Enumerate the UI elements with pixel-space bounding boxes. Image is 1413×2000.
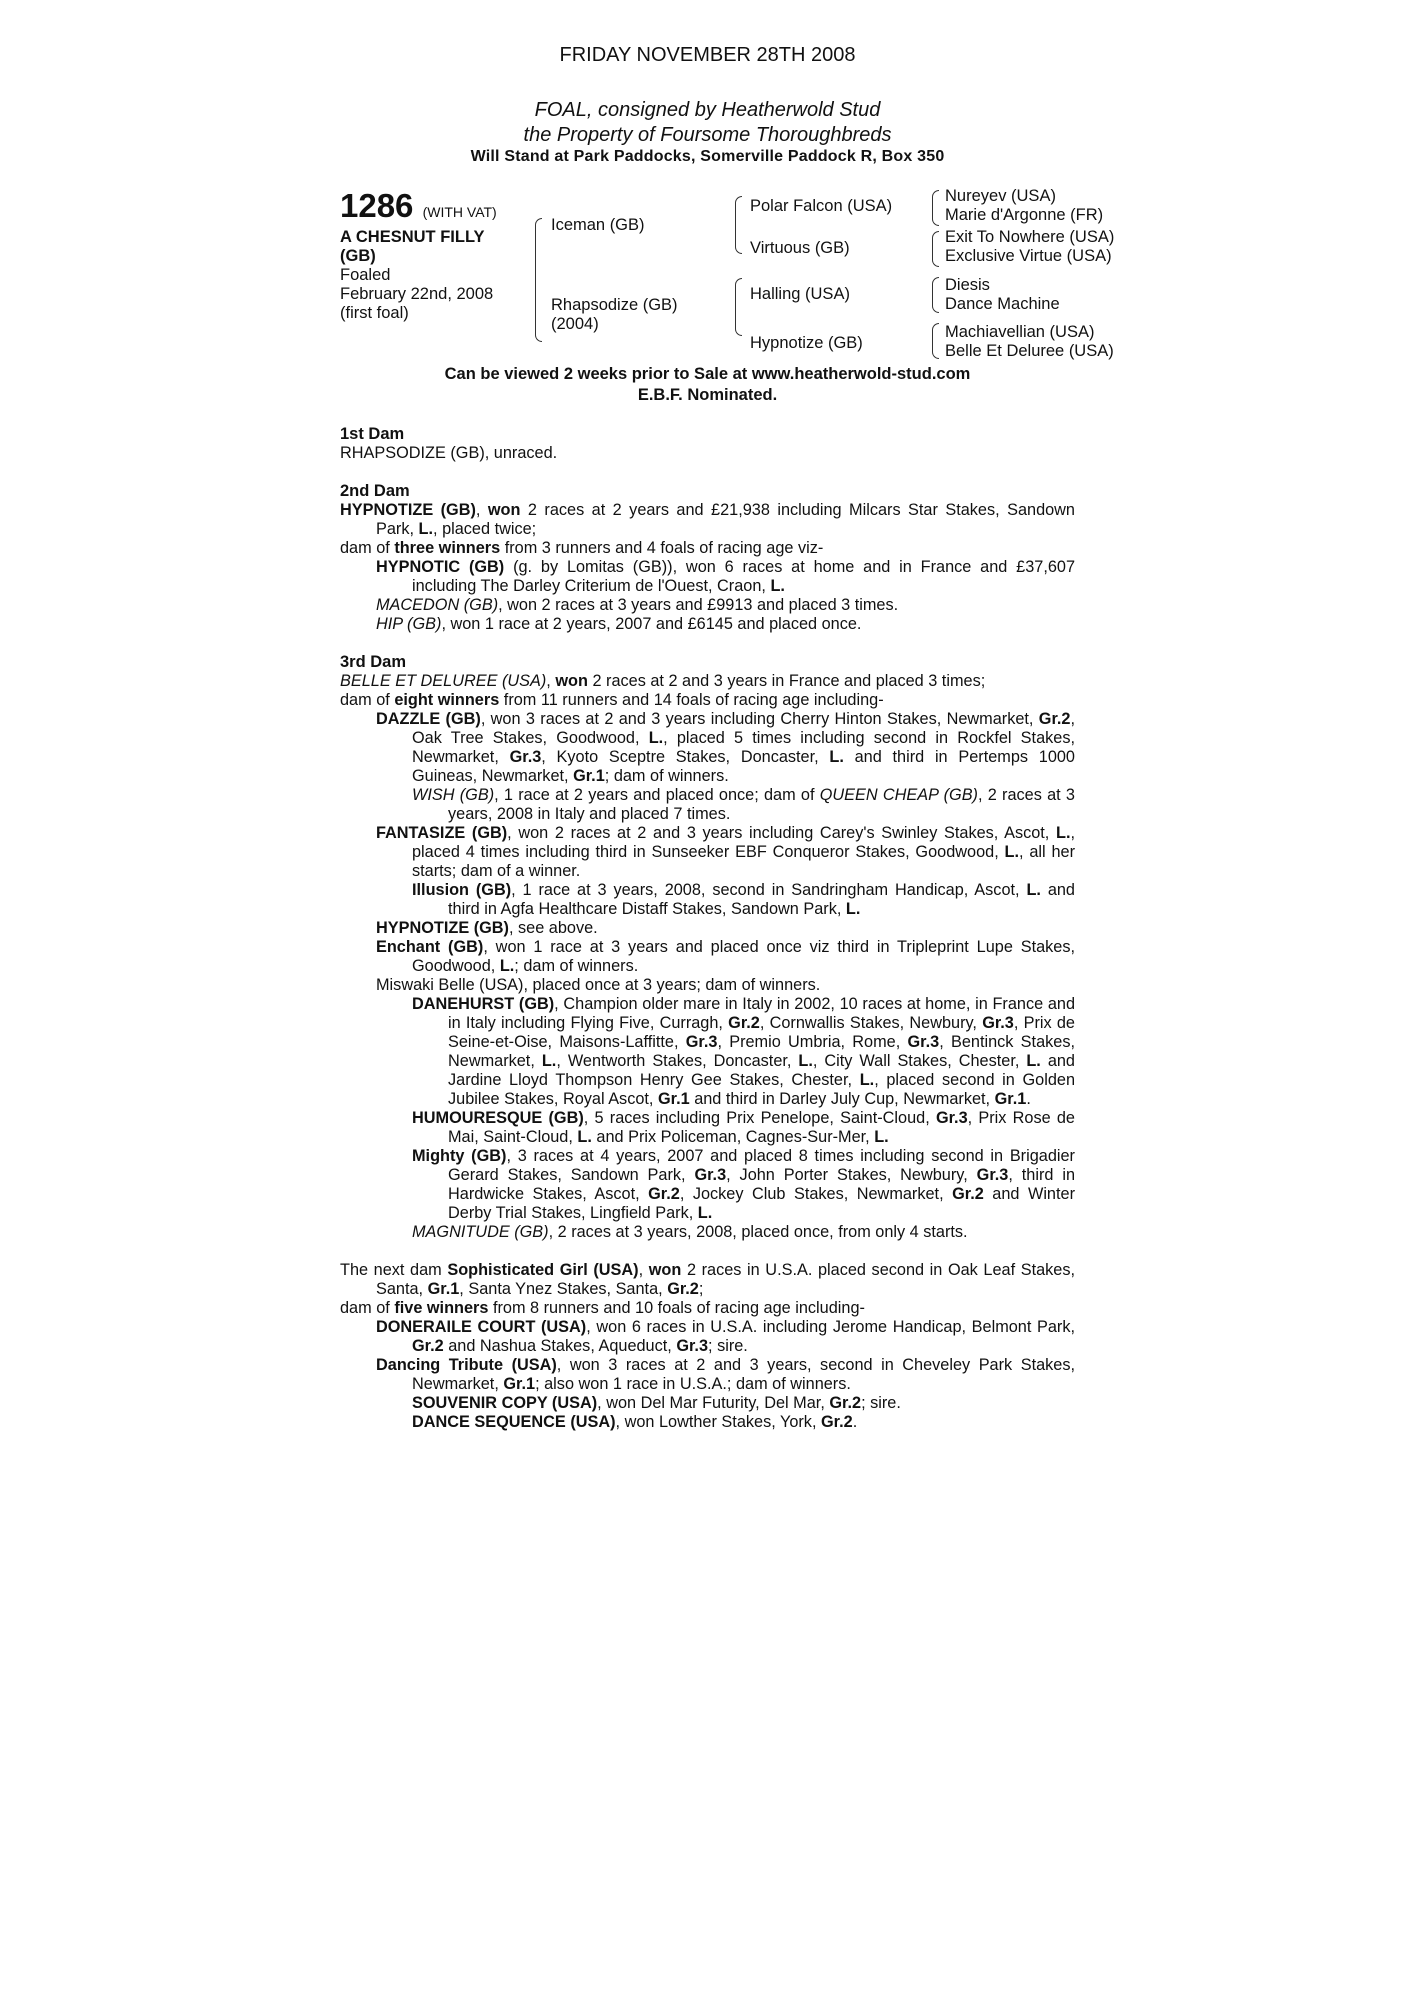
produce-hypnotic: HYPNOTIC (GB) (g. by Lomitas (GB)), won 6 races at home and in France and £37,607 including The Darley Criterium de l'Ouest, Craon, L.: [376, 558, 1076, 595]
produce-humouresque: HUMOURESQUE (GB), 5 races including Prix Penelope, Saint-Cloud, Gr.3, Prix Rose de Mai, Saint-Cloud, L. and Prix Policeman, Cagnes-Sur-Mer, L.: [412, 1109, 1075, 1146]
produce-miswaki-belle: Miswaki Belle (USA), placed once at 3 years; dam of winners.: [376, 976, 821, 994]
ped-ssd: Marie d'Argonne (FR): [945, 206, 1104, 224]
produce-souvenir-copy: SOUVENIR COPY (USA), won Del Mar Futurity, Del Mar, Gr.2; sire.: [412, 1394, 901, 1412]
produce-fantasize: FANTASIZE (GB), won 2 races at 2 and 3 years including Carey's Swinley Stakes, Ascot, L., placed 4 times including third in Sunseeker EBF Conqueror Stakes, Goodwood, L., all her starts; dam of a winner.: [376, 824, 1075, 880]
dam4-produce-summary: dam of five winners from 8 runners and 10 foals of racing age including-: [340, 1299, 865, 1317]
foaled-date: February 22nd, 2008: [340, 285, 494, 303]
produce-hypnotize: HYPNOTIZE (GB), see above.: [376, 919, 598, 937]
ebf-note: E.B.F. Nominated.: [637, 386, 778, 404]
ped-ddd: Belle Et Deluree (USA): [945, 342, 1114, 360]
ped-dam: Rhapsodize (GB): [551, 296, 678, 314]
dam2-heading: 2nd Dam: [340, 482, 410, 500]
dam4-entry: The next dam Sophisticated Girl (USA), won 2 races in U.S.A. placed second in Oak Leaf Stakes, Santa, Gr.1, Santa Ynez Stakes, Santa, Gr.2;: [340, 1261, 1076, 1298]
ped-dd: Hypnotize (GB): [750, 334, 863, 352]
produce-enchant: Enchant (GB), won 1 race at 3 years and placed once viz third in Tripleprint Lupe Stakes, Goodwood, L.; dam of winners.: [376, 938, 1076, 975]
first-foal-note: (first foal): [340, 304, 409, 322]
produce-doneraile-court: DONERAILE COURT (USA), won 6 races in U.S.A. including Jerome Handicap, Belmont Park, Gr.2 and Nashua Stakes, Aqueduct, Gr.3; sire.: [376, 1318, 1076, 1355]
lot-number: [340, 188, 497, 230]
produce-hip: HIP (GB), won 1 race at 2 years, 2007 and £6145 and placed once.: [376, 615, 862, 633]
foaled-label: Foaled: [340, 266, 391, 284]
ped-ss: Polar Falcon (USA): [750, 197, 893, 215]
viewing-note: Can be viewed 2 weeks prior to Sale at www.heatherwold-stud.com: [444, 365, 971, 383]
ped-sd: Virtuous (GB): [750, 239, 850, 257]
ped-sire: Iceman (GB): [551, 216, 645, 234]
produce-mighty: Mighty (GB), 3 races at 4 years, 2007 and placed 8 times including second in Brigadier Gerard Stakes, Sandown Park, Gr.3, John Porter Stakes, Newbury, Gr.3, third in Hardwicke Stakes, Ascot, Gr.2, Jockey Club Stakes, Newmarket, Gr.2 and Winter Derby Trial Stakes, Lingfield Park, L.: [412, 1147, 1075, 1222]
stand-location: Will Stand at Park Paddocks, Somerville Paddock R, Box 350: [470, 148, 945, 165]
owner-line: the Property of Foursome Thoroughbreds: [523, 124, 892, 146]
gp-brace-3: [932, 277, 939, 313]
dam3-entry: BELLE ET DELUREE (USA), won 2 races at 2 and 3 years in France and placed 3 times;: [340, 672, 986, 690]
ped-sds: Exit To Nowhere (USA): [945, 228, 1115, 246]
dam3-produce-summary: dam of eight winners from 11 runners and 14 foals of racing age including-: [340, 691, 884, 709]
ped-sss: Nureyev (USA): [945, 187, 1056, 205]
produce-dancing-tribute: Dancing Tribute (USA), won 3 races at 2 and 3 years, second in Cheveley Park Stakes, Newmarket, Gr.1; also won 1 race in U.S.A.; dam of winners.: [376, 1356, 1076, 1393]
horse-description: [340, 228, 530, 323]
produce-dance-sequence: DANCE SEQUENCE (USA), won Lowther Stakes, York, Gr.2.: [412, 1413, 858, 1431]
horse-name: A CHESNUT FILLY: [340, 228, 485, 246]
dam1-text: RHAPSODIZE (GB), unraced.: [340, 444, 558, 462]
gp-brace-4: [932, 323, 939, 359]
produce-dazzle: DAZZLE (GB), won 3 races at 2 and 3 years including Cherry Hinton Stakes, Newmarket, Gr.2, Oak Tree Stakes, Goodwood, L., placed 5 times including second in Rockfel Stakes, Newmarket, Gr.3, Kyoto Sceptre Stakes, Doncaster, L. and third in Pertemps 1000 Guineas, Newmarket, Gr.1; dam of winners.: [376, 710, 1075, 785]
ped-dds: Machiavellian (USA): [945, 323, 1095, 341]
consignor-line: FOAL, consigned by Heatherwold Stud: [534, 99, 881, 121]
sale-notes: [340, 364, 1075, 406]
dam2-produce-summary: dam of three winners from 3 runners and 4 foals of racing age viz-: [340, 539, 824, 557]
ped-sdd: Exclusive Virtue (USA): [945, 247, 1112, 265]
sire-line-brace: [735, 196, 742, 254]
ped-dsd: Dance Machine: [945, 295, 1060, 313]
produce-magnitude: MAGNITUDE (GB), 2 races at 3 years, 2008, placed once, from only 4 starts.: [412, 1223, 968, 1241]
consignor-block: [340, 98, 1075, 148]
vat-note: (WITH VAT): [422, 204, 497, 220]
catalogue-body: [340, 425, 1075, 1432]
ped-ds: Halling (USA): [750, 285, 850, 303]
dam3-heading: 3rd Dam: [340, 653, 407, 671]
sale-date: FRIDAY NOVEMBER 28TH 2008: [559, 44, 856, 66]
gp-brace-1: [932, 190, 939, 226]
ped-dam-year: (2004): [551, 315, 599, 333]
produce-danehurst: DANEHURST (GB), Champion older mare in Italy in 2002, 10 races at home, in France and in Italy including Flying Five, Curragh, Gr.2, Cornwallis Stakes, Newbury, Gr.3, Prix de Seine-et-Oise, Maisons-Laffitte, Gr.3, Premio Umbria, Rome, Gr.3, Bentinck Stakes, Newmarket, L., Wentworth Stakes, Doncaster, L., City Wall Stakes, Chester, L. and Jardine Lloyd Thompson Henry Gee Stakes, Chester, L., placed second in Golden Jubilee Stakes, Royal Ascot, Gr.1 and third in Darley July Cup, Newmarket, Gr.1.: [412, 995, 1075, 1108]
dam2-entry: HYPNOTIZE (GB), won 2 races at 2 years and £21,938 including Milcars Star Stakes, Sandown Park, L., placed twice;: [340, 501, 1075, 538]
ped-dss: Diesis: [945, 276, 990, 294]
dam1-heading: 1st Dam: [340, 425, 405, 443]
horse-country: (GB): [340, 247, 376, 265]
produce-macedon: MACEDON (GB), won 2 races at 3 years and £9913 and placed 3 times.: [376, 596, 899, 614]
produce-illusion: Illusion (GB), 1 race at 3 years, 2008, second in Sandringham Handicap, Ascot, L. and third in Agfa Healthcare Distaff Stakes, Sandown Park, L.: [412, 881, 1075, 918]
dam-line-brace: [735, 278, 742, 336]
gp-brace-2: [932, 231, 939, 267]
dam2-name: HYPNOTIZE (GB): [340, 501, 476, 519]
lot-number-value: 1286: [340, 187, 414, 224]
produce-wish: WISH (GB), 1 race at 2 years and placed once; dam of QUEEN CHEAP (GB), 2 races at 3 years, 2008 in Italy and placed 7 times.: [412, 786, 1075, 823]
sire-dam-brace: [535, 218, 542, 342]
